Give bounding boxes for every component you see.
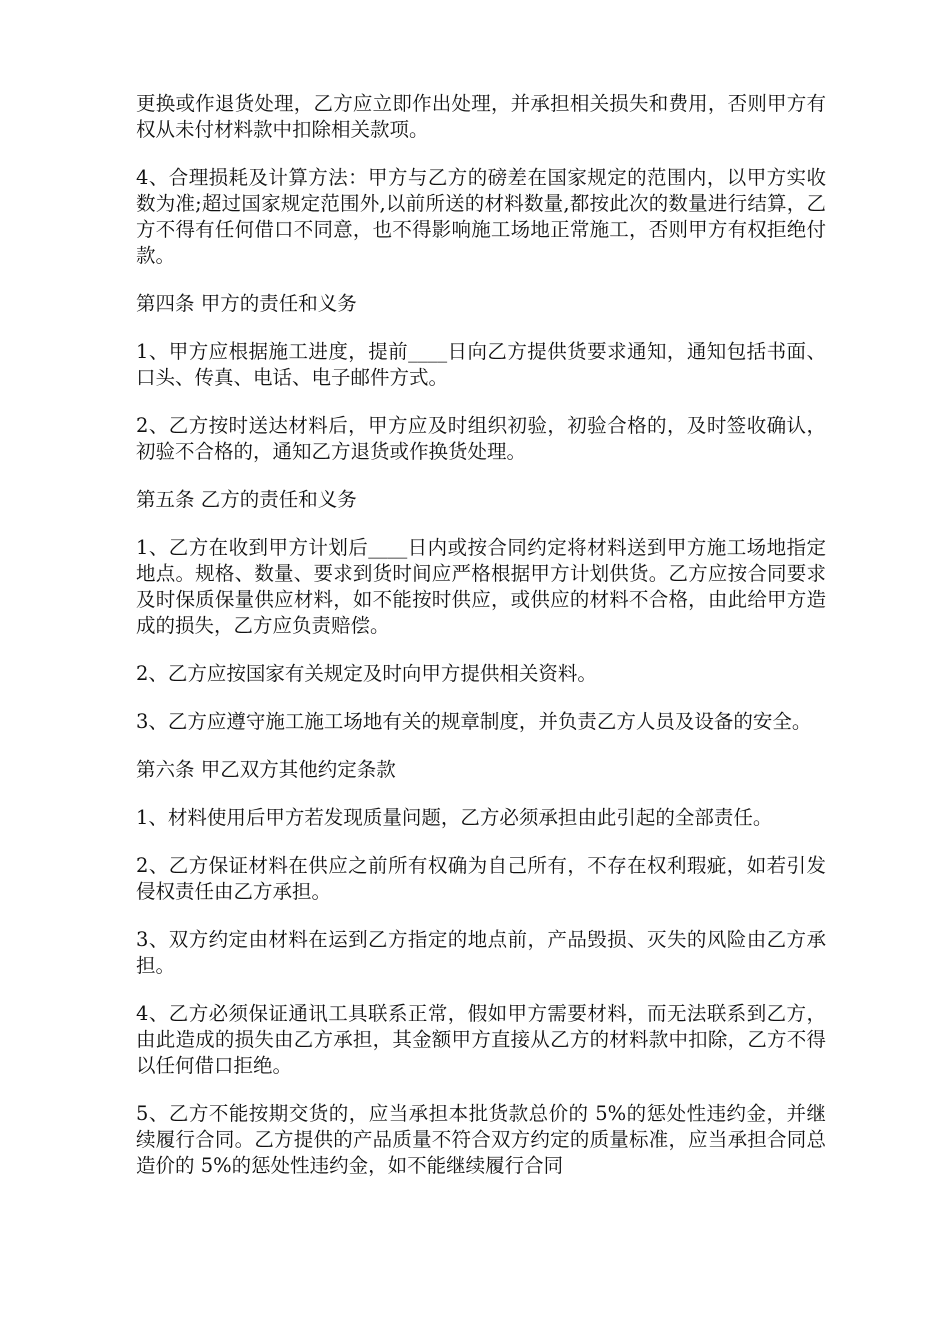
paragraph-art5-item3: 3、乙方应遵守施工施工场地有关的规章制度，并负责乙方人员及设备的安全。 xyxy=(136,710,812,733)
paragraph-loss-calculation: 4、合理损耗及计算方法：甲方与乙方的磅差在国家规定的范围内，以甲方实收数为准;超过国家规定范围外,以前所送的材料数量,都按此次的数量进行结算，乙方不得有任何借口不同意，也不得影响施工场地正常施工，否则甲方有权拒绝付款。 xyxy=(136,166,826,267)
paragraph-art5-item1: 1、乙方在收到甲方计划后____日内或按合同约定将材料送到甲方施工场地指定地点。规格、数量、要求到货时间应严格根据甲方计划供货。乙方应按合同要求及时保质保量供应材料，如不能按时供应，或供应的材料不合格，由此给甲方造成的损失，乙方应负责赔偿。 xyxy=(136,536,826,637)
paragraph-art6-item5: 5、乙方不能按期交货的，应当承担本批货款总价的 5%的惩处性违约金，并继续履行合同。乙方提供的产品质量不符合双方约定的质量标准，应当承担合同总造价的 5%的惩处性违约金，如不能继续履行合同 xyxy=(136,1102,826,1177)
section-heading-article-5: 第五条 乙方的责任和义务 xyxy=(136,488,357,511)
paragraph-return-handling: 更换或作退货处理，乙方应立即作出处理，并承担相关损失和费用，否则甲方有权从未付材料款中扣除相关款项。 xyxy=(136,92,826,141)
document-page xyxy=(136,91,826,1201)
paragraph-art5-item2: 2、乙方应按国家有关规定及时向甲方提供相关资料。 xyxy=(136,662,597,685)
paragraph-art4-item2: 2、乙方按时送达材料后，甲方应及时组织初验，初验合格的，及时签收确认，初验不合格的，通知乙方退货或作换货处理。 xyxy=(136,414,826,463)
paragraph-art4-item1: 1、甲方应根据施工进度，提前____日向乙方提供货要求通知，通知包括书面、口头、传真、电话、电子邮件方式。 xyxy=(136,340,826,389)
paragraph-art6-item1: 1、材料使用后甲方若发现质量问题，乙方必须承担由此引起的全部责任。 xyxy=(136,806,773,829)
paragraph-art6-item3: 3、双方约定由材料在运到乙方指定的地点前，产品毁损、灭失的风险由乙方承担。 xyxy=(136,928,826,977)
paragraph-art6-item4: 4、乙方必须保证通讯工具联系正常，假如甲方需要材料，而无法联系到乙方，由此造成的损失由乙方承担，其金额甲方直接从乙方的材料款中扣除，乙方不得以任何借口拒绝。 xyxy=(136,1002,826,1077)
section-heading-article-4: 第四条 甲方的责任和义务 xyxy=(136,292,357,315)
section-heading-article-6: 第六条 甲乙双方其他约定条款 xyxy=(136,758,396,781)
paragraph-art6-item2: 2、乙方保证材料在供应之前所有权确为自己所有，不存在权利瑕疵，如若引发侵权责任由乙方承担。 xyxy=(136,854,826,903)
